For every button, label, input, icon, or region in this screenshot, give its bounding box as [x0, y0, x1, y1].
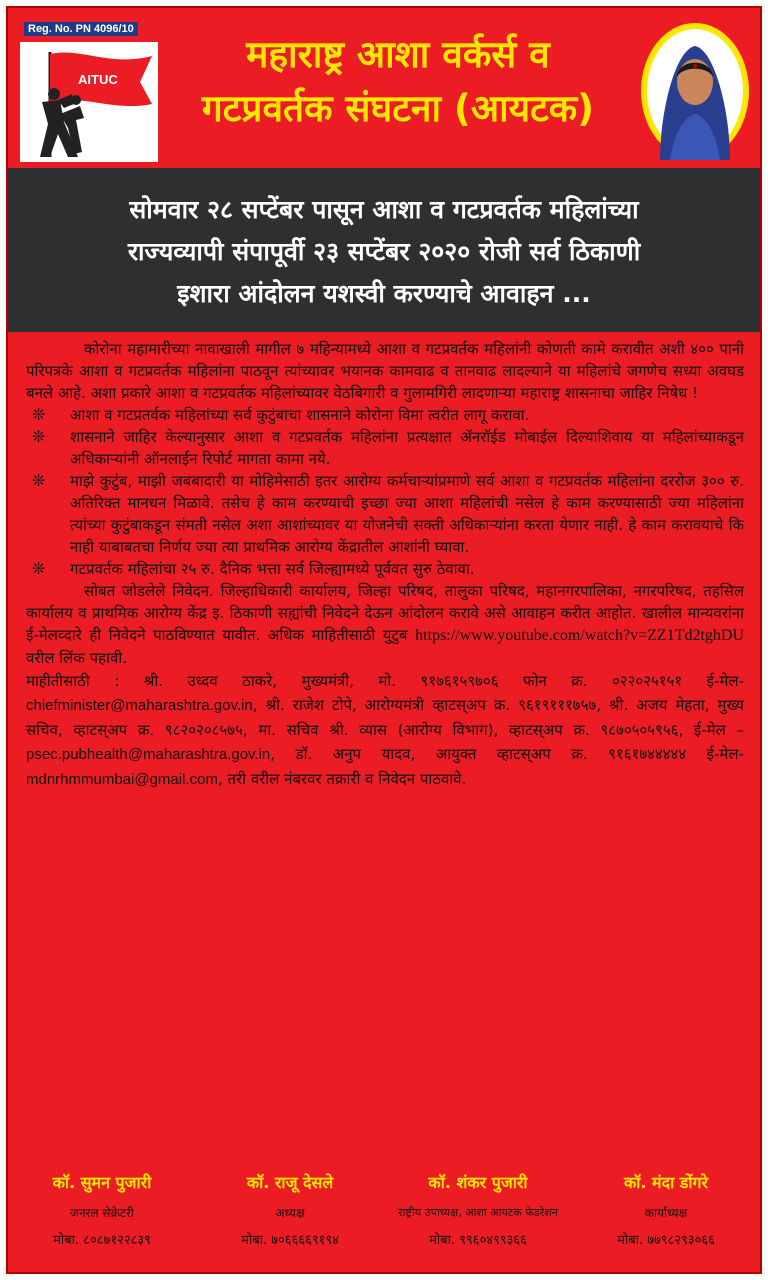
notice-body: [26, 338, 744, 792]
asterisk-bullet-icon: ❊: [32, 405, 46, 424]
headline-line-1: सोमवार २८ सप्टेंबर पासून आशा व गटप्रवर्तक महिलांच्या: [129, 195, 639, 224]
signatory-phone: मोबा. ७७९८२९३०६६: [617, 1233, 715, 1248]
title-line-1: महाराष्ट्र आशा वर्कर्स व: [246, 33, 550, 76]
info-part-c: , डॉ. अनुप यादव, आयुक्त व्हाटस्अप क्र. ९१६१७४४४४४ ई-मेल-: [270, 745, 744, 763]
youtube-suffix: वरील लिंक पहावी.: [26, 649, 128, 667]
demand-item: [26, 404, 744, 426]
signatory-phone: मोबा. ८०८७१२२८३९: [53, 1233, 151, 1248]
youtube-link[interactable]: https://www.youtube.com/watch?v=ZZ1Td2tghDU: [415, 627, 744, 644]
demand-text: माझे कुटुंब, माझी जबबादारी या मोहिमेसाठी इतर आरोग्य कर्मचाऱ्यांप्रमाणे सर्व आशा व गटप्रवर्तक महिलांना दररोज ३०० रु. अतिरिक्त मानधन मिळावे. तसेच हे काम करण्याची इच्छा ज्या आशा महिलांची नसेल हे काम करण्यासाठी ज्या महिलांना त्यांच्या कुटुंबाकडून संमती नसेल अशा आशांच्यावर या योजनेची सक्ती अधिकाऱ्यांना करता येणार नाही. हे काम करावयाचे कि नाही याबाबतचा निर्णय ज्या त्या प्राथमिक आरोग्य केंद्रातील आशांनी घ्यावा.: [70, 472, 744, 556]
signatory-name: कॉ. सुमन पुजारी: [52, 1173, 152, 1192]
info-part-b: , श्री. राजेश टोपे, आरोग्यमंत्री व्हाटस्अप क्र. ९६१९१११७५७, श्री. अजय मेहता, मुख्य सचिव, व्हाटस्अप क्र. ९८२०२०८५७५, मा. सचिव श्री. व्यास (आरोग्य विभाग), व्हाटस्अप क्र. ९८७०५०५९५६, ई-मेल –: [26, 696, 744, 739]
demand-item: [26, 426, 744, 470]
logo-text: AITUC: [78, 72, 118, 87]
asterisk-bullet-icon: ❊: [32, 471, 46, 490]
aituc-flag-icon: [20, 42, 158, 162]
signatory-phone: मोबा. ९९६०४९९३६६: [429, 1233, 527, 1248]
registration-number: Reg. No. PN 4096/10: [24, 22, 138, 36]
intro-paragraph: कोरोना महामारीच्या नावाखाली मागील ७ महिन्यामध्ये आशा व गटप्रवर्तक महिलांनी कोणती कामे करावीत अशी ४०० पानी परिपत्रके आशा व गटप्रवर्तक महिलांना पाठवून त्यांच्यावर भयानक कामवाढ व तानवाढ लादल्याने या महिलांचे जगणेच सध्या अवघड बनले आहे. अशा प्रकारे आशा व गटप्रवर्तक महिलांच्यावर वेठबिगारी व गुलामगिरी लादणाऱ्या महाराष्ट्र शासनाचा जाहिर निषेध !: [26, 340, 744, 402]
attached-statement-paragraph: [26, 580, 744, 669]
headline-line-3: इशारा आंदोलन यशस्वी करण्याचे आवाहन ...: [177, 279, 591, 308]
demand-item: [26, 558, 744, 580]
signatory-name: कॉ. राजू देसले: [246, 1173, 334, 1192]
demand-text: आशा व गटप्रतर्वक महिलांच्या सर्व कुटुंबाचा शासनाने कोरोना विमा त्वरीत लागू करावा.: [70, 406, 530, 424]
headline-line-2: राज्यव्यापी संपापूर्वी २३ सप्टेंबर २०२० रोजी सर्व ठिकाणी: [127, 237, 641, 266]
header: [8, 8, 760, 168]
demand-text: गटप्रवर्तक महिलांचा २५ रु. दैनिक भत्ता सर्व जिल्ह्यामध्ये पूर्ववत सुरु ठेवावा.: [70, 560, 475, 578]
signatory-block: [384, 1170, 572, 1252]
demand-item: [26, 470, 744, 558]
info-part-a: माहीतीसाठी : श्री. उध्दव ठाकरे, मुख्यमंत्री, मो. ९१७६१५९७०६ फोन क्र. ०२२०२५१५१ ई-मेल-: [26, 672, 744, 690]
signatory-block: [572, 1170, 760, 1252]
signatory-role: कार्याध्यक्ष: [644, 1206, 688, 1220]
asterisk-bullet-icon: ❊: [32, 427, 46, 446]
signatory-role: अध्यक्ष: [275, 1206, 305, 1220]
attached-text: सोबत जोडलेले निवेदन. जिल्हाधिकारी कार्यालय, जिल्हा परिषद, तालुका परिषद, महानगरपालिका, नगरपरिषद, तहसिल कार्यालय व प्राथमिक आरोग्य केंद्र इ. ठिकाणी सह्यांची निवेदने देऊन आंदोलन करावे असे आवाहन करीत आहोत. खालील मान्यवरांना ई-मेलव्दारे ही निवेदने पाठविण्यात यावीत. अधिक माहितीसाठी युटुब: [26, 582, 744, 644]
info-part-d: , तरी वरील नंबरवर तक्रारी व निवेदन पाठवावे.: [217, 770, 467, 788]
title-line-2: गटप्रवर्तक संघटना (आयटक): [201, 87, 595, 130]
signatory-role: राष्ट्रीय उपाध्यक्ष, आशा आयटक फेडरेशन: [398, 1206, 558, 1219]
signatory-block: [8, 1170, 196, 1252]
demand-text: शासनाने जाहिर केल्यानुसार आशा व गटप्रवर्तक महिलांना प्रत्यक्षात ॲनरॉईड मोबाईल दिल्याशिवाय या महिलांच्याकडून अधिकाऱ्यांनी ऑनलाईन रिपोर्ट मागता कामा नये.: [70, 428, 744, 468]
signatory-block: [196, 1170, 384, 1252]
email-psec-pubhealth[interactable]: psec.pubhealth@maharashtra.gov.in: [26, 746, 271, 763]
headline-banner: [8, 168, 760, 332]
union-title: [178, 28, 618, 136]
contact-info-paragraph: [26, 669, 744, 792]
signatories: [8, 1170, 760, 1270]
signatory-name: कॉ. शंकर पुजारी: [428, 1173, 528, 1192]
poster-frame: [6, 6, 762, 1274]
email-mdnrhm[interactable]: mdnrhmmumbai@gmail.com: [26, 771, 218, 788]
signatory-role: जनरल सेक्रेटरी: [70, 1206, 134, 1220]
email-chiefminister[interactable]: chiefminister@maharashtra.gov.in: [26, 697, 253, 714]
asterisk-bullet-icon: ❊: [32, 559, 46, 578]
signatory-phone: मोबा. ७०६६६६९१९४: [241, 1233, 339, 1248]
signatory-name: कॉ. मंदा डोंगरे: [623, 1173, 709, 1192]
portrait-image: [640, 22, 750, 160]
aituc-logo: [20, 42, 158, 162]
